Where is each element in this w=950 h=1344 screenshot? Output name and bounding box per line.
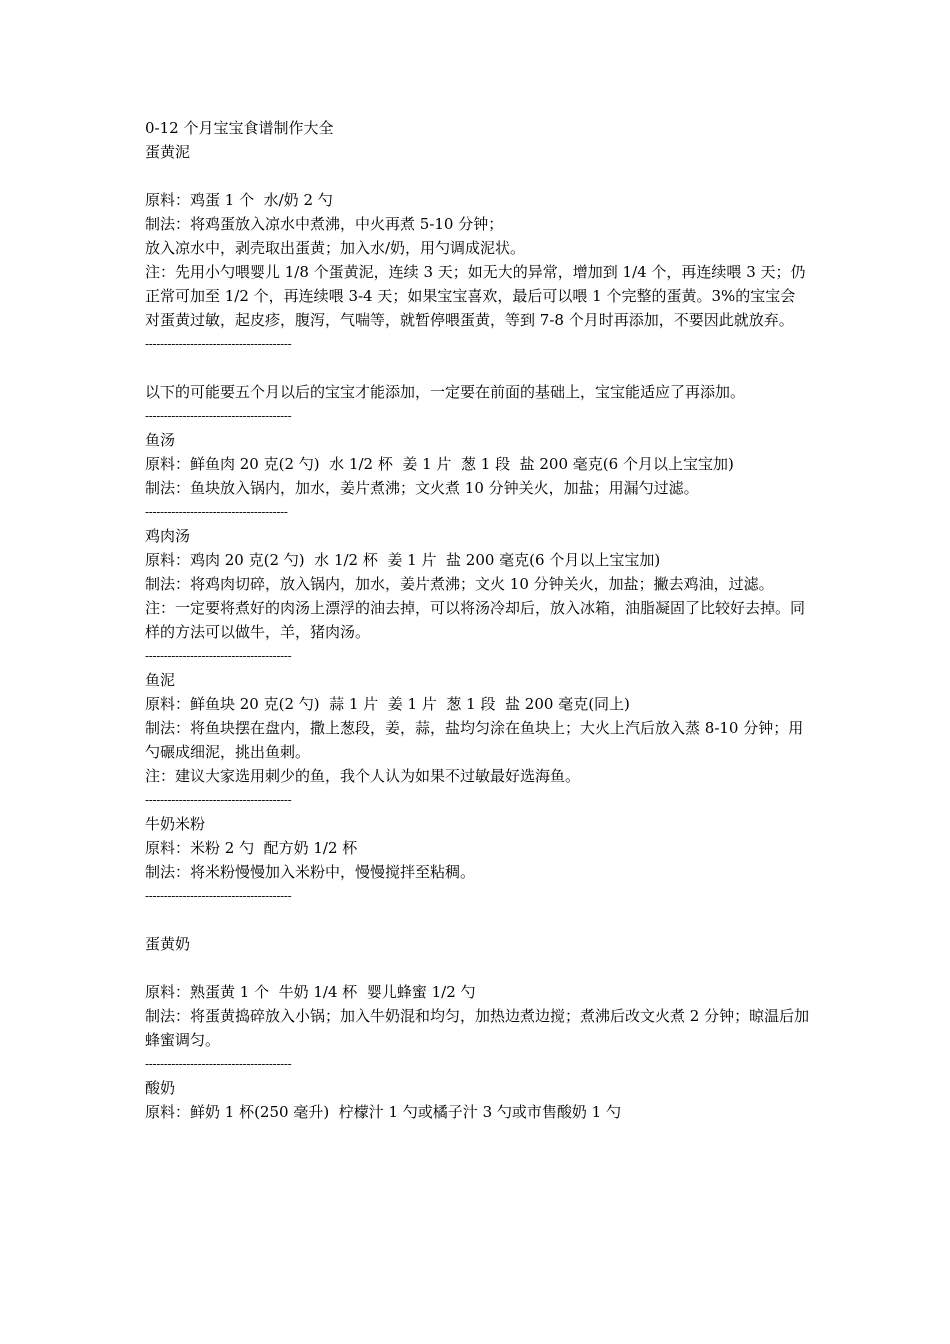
recipe-heading-fish-puree: 鱼泥 (145, 671, 176, 689)
recipe-method: 制法：将鱼块摆在盘内，撒上葱段，姜，蒜，盐均匀涂在鱼块上；大火上汽后放入蒸 8-10 分钟；用勺碾成细泥，挑出鱼刺。 (145, 719, 804, 761)
blank-line (145, 908, 810, 932)
recipe-heading-egg-yolk-puree: 蛋黄泥 (145, 143, 191, 161)
separator-line: --------------------------------------- (145, 1057, 292, 1071)
recipe-ingredients: 原料：鸡蛋 1 个 水/奶 2 勺 (145, 191, 333, 209)
separator-line: -------------------------------------- (145, 505, 288, 519)
recipe-note: 注：一定要将煮好的肉汤上漂浮的油去掉，可以将汤冷却后，放入冰箱，油脂凝固了比较好去掉。同样的方法可以做牛，羊，猪肉汤。 (145, 599, 806, 641)
recipe-ingredients: 原料：鸡肉 20 克(2 勺) 水 1/2 杯 姜 1 片 盐 200 毫克(6 个月以上宝宝加) (145, 551, 661, 569)
recipe-heading-yogurt: 酸奶 (145, 1079, 176, 1097)
separator-line: --------------------------------------- (145, 649, 292, 663)
recipe-note: 注：建议大家选用刺少的鱼，我个人认为如果不过敏最好选海鱼。 (145, 767, 581, 785)
document-title: 0-12 个月宝宝食谱制作大全 (145, 119, 334, 137)
recipe-heading-egg-yolk-milk: 蛋黄奶 (145, 935, 191, 953)
document-body (145, 116, 810, 1124)
recipe-method-continued: 放入凉水中，剥壳取出蛋黄；加入水/奶，用勺调成泥状。 (145, 239, 526, 257)
recipe-method: 制法：将鸡肉切碎，放入锅内，加水，姜片煮沸；文火 10 分钟关火，加盐；撇去鸡油，过滤。 (145, 575, 774, 593)
recipe-method: 制法：将鸡蛋放入凉水中煮沸，中火再煮 5-10 分钟； (145, 215, 504, 233)
recipe-method: 制法：将米粉慢慢加入米粉中，慢慢搅拌至粘稠。 (145, 863, 476, 881)
separator-line: --------------------------------------- (145, 889, 292, 903)
recipe-note: 注：先用小勺喂婴儿 1/8 个蛋黄泥，连续 3 天；如无大的异常，增加到 1/4 个，再连续喂 3 天；仍正常可加至 1/2 个，再连续喂 3-4 天；如果宝宝喜欢，最后可以喂 1 个完整的蛋黄。3%的宝宝会对蛋黄过敏，起皮疹，腹泻，气喘等，就暂停喂蛋黄，等到 7-8 个月时再添加，不要因此就放弃。 (145, 263, 806, 329)
recipe-heading-chicken-soup: 鸡肉汤 (145, 527, 191, 545)
blank-line (145, 956, 810, 980)
recipe-heading-fish-soup: 鱼汤 (145, 431, 176, 449)
blank-line (145, 356, 810, 380)
blank-line (145, 164, 810, 188)
recipe-ingredients: 原料：米粉 2 勺 配方奶 1/2 杯 (145, 839, 358, 857)
recipe-ingredients: 原料：鲜鱼肉 20 克(2 勺) 水 1/2 杯 姜 1 片 葱 1 段 盐 200 毫克(6 个月以上宝宝加) (145, 455, 734, 473)
separator-line: --------------------------------------- (145, 793, 292, 807)
recipe-method: 制法：鱼块放入锅内，加水，姜片煮沸；文火煮 10 分钟关火，加盐；用漏勺过滤。 (145, 479, 699, 497)
recipe-method: 制法：将蛋黄捣碎放入小锅；加入牛奶混和均匀，加热边煮边搅；煮沸后改文火煮 2 分钟；晾温后加蜂蜜调匀。 (145, 1007, 810, 1049)
separator-line: --------------------------------------- (145, 337, 292, 351)
recipe-ingredients: 原料：鲜奶 1 杯(250 毫升) 柠檬汁 1 勺或橘子汁 3 勺或市售酸奶 1 勺 (145, 1103, 621, 1121)
recipe-ingredients: 原料：熟蛋黄 1 个 牛奶 1/4 杯 婴儿蜂蜜 1/2 勺 (145, 983, 476, 1001)
recipe-heading-milk-rice-cereal: 牛奶米粉 (145, 815, 206, 833)
recipe-ingredients: 原料：鲜鱼块 20 克(2 勺) 蒜 1 片 姜 1 片 葱 1 段 盐 200 毫克(同上) (145, 695, 630, 713)
separator-line: --------------------------------------- (145, 409, 292, 423)
intro-paragraph: 以下的可能要五个月以后的宝宝才能添加，一定要在前面的基础上，宝宝能适应了再添加。 (145, 383, 746, 401)
